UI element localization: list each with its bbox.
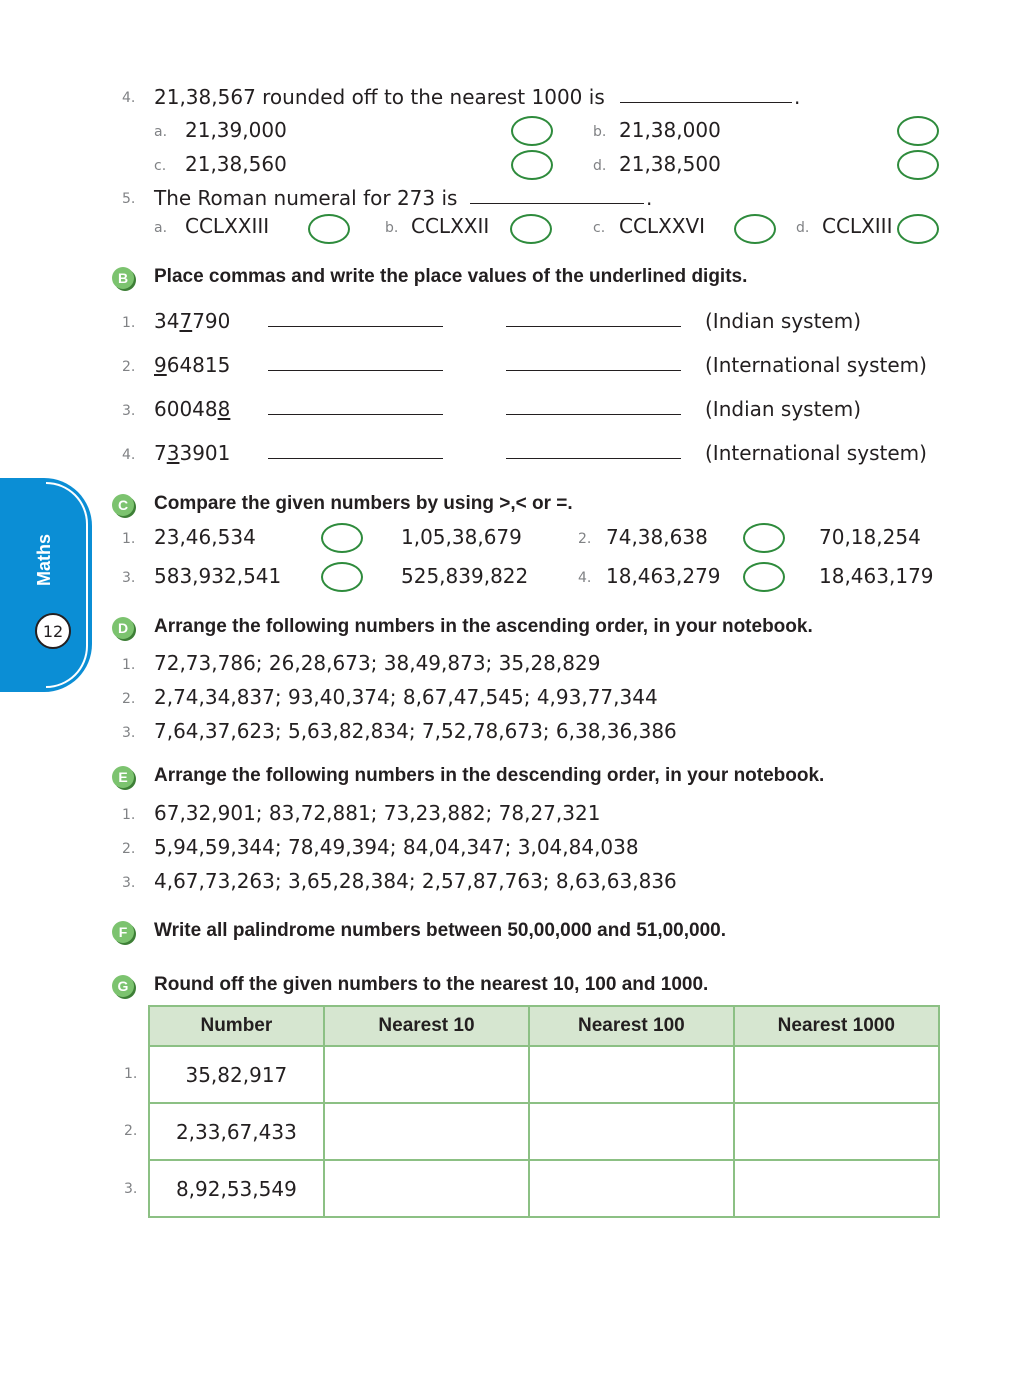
section-title: Write all palindrome numbers between 50,00,000 and 51,00,000. — [154, 920, 727, 941]
section-title: Compare the given numbers by using >,< or =. — [154, 493, 573, 514]
option-text: CCLXXVI — [619, 214, 706, 238]
item-number: 1. — [122, 315, 136, 331]
place-value-blank[interactable] — [506, 370, 681, 371]
left-number: 23,46,534 — [154, 525, 256, 549]
number-list: 72,73,786; 26,28,673; 38,49,873; 35,28,829 — [154, 651, 601, 675]
compare-oval[interactable] — [743, 562, 785, 592]
question-end: . — [794, 85, 801, 109]
underlined-number: 964815 — [154, 353, 231, 377]
number-list: 7,64,37,623; 5,63,82,834; 7,52,78,673; 6,38,36,386 — [154, 719, 677, 743]
section-title: Place commas and write the place values of the underlined digits. — [154, 266, 748, 287]
left-number: 74,38,638 — [606, 525, 708, 549]
item-number: 2. — [578, 531, 592, 547]
place-value-blank[interactable] — [506, 326, 681, 327]
option-text: 21,38,500 — [619, 152, 721, 176]
item-number: 3. — [122, 725, 136, 741]
header-nearest-100: Nearest 100 — [529, 1006, 733, 1046]
right-number: 18,463,179 — [819, 564, 934, 588]
compare-oval[interactable] — [743, 523, 785, 553]
table-row — [149, 1046, 939, 1103]
subject-label: Maths — [34, 534, 54, 587]
option-letter: b. — [385, 220, 399, 236]
number-list: 67,32,901; 83,72,881; 73,23,882; 78,27,321 — [154, 801, 601, 825]
answer-oval[interactable] — [511, 150, 553, 180]
option-text: 21,38,000 — [619, 118, 721, 142]
underlined-number: 733901 — [154, 441, 231, 465]
section-badge: C — [112, 494, 134, 516]
comma-blank[interactable] — [268, 414, 443, 415]
question-text: The Roman numeral for 273 is — [154, 186, 458, 210]
answer-oval[interactable] — [734, 214, 776, 244]
option-letter: b. — [593, 124, 607, 140]
option-letter: c. — [154, 158, 167, 174]
section-badge: G — [112, 975, 134, 997]
item-number: 3. — [122, 403, 136, 419]
option-text: CCLXXII — [411, 214, 490, 238]
item-number: 2. — [122, 691, 136, 707]
row-number: 2. — [124, 1123, 138, 1139]
answer-cell[interactable] — [734, 1103, 939, 1160]
section-badge: D — [112, 617, 134, 639]
right-number: 525,839,822 — [401, 564, 529, 588]
comma-blank[interactable] — [268, 326, 443, 327]
answer-cell[interactable] — [529, 1160, 733, 1217]
item-number: 1. — [122, 657, 136, 673]
page-number: 12 — [35, 613, 71, 649]
table-row — [149, 1103, 939, 1160]
answer-cell[interactable] — [734, 1046, 939, 1103]
answer-oval[interactable] — [511, 116, 553, 146]
rounding-table — [148, 1005, 940, 1218]
system-label: (Indian system) — [705, 309, 862, 333]
item-number: 3. — [122, 570, 136, 586]
answer-oval[interactable] — [897, 116, 939, 146]
system-label: (Indian system) — [705, 397, 862, 421]
answer-cell[interactable] — [529, 1103, 733, 1160]
number-list: 5,94,59,344; 78,49,394; 84,04,347; 3,04,84,038 — [154, 835, 639, 859]
question-number: 5. — [122, 191, 136, 207]
item-number: 2. — [122, 359, 136, 375]
section-badge: B — [112, 267, 134, 289]
comma-blank[interactable] — [268, 370, 443, 371]
item-number: 1. — [122, 807, 136, 823]
item-number: 3. — [122, 875, 136, 891]
comma-blank[interactable] — [268, 458, 443, 459]
underlined-number: 347790 — [154, 309, 231, 333]
item-number: 2. — [122, 841, 136, 857]
option-letter: a. — [154, 220, 168, 236]
question-text: 21,38,567 rounded off to the nearest 1000 is — [154, 85, 605, 109]
right-number: 1,05,38,679 — [401, 525, 522, 549]
answer-cell[interactable] — [324, 1160, 529, 1217]
table-row — [149, 1160, 939, 1217]
answer-blank[interactable] — [620, 102, 792, 103]
section-title: Arrange the following numbers in the descending order, in your notebook. — [154, 765, 825, 786]
item-number: 4. — [578, 570, 592, 586]
underlined-number: 600488 — [154, 397, 231, 421]
option-letter: c. — [593, 220, 606, 236]
option-letter: d. — [593, 158, 607, 174]
place-value-blank[interactable] — [506, 458, 681, 459]
answer-oval[interactable] — [510, 214, 552, 244]
option-letter: a. — [154, 124, 168, 140]
answer-cell[interactable] — [529, 1046, 733, 1103]
system-label: (International system) — [705, 353, 927, 377]
answer-cell[interactable] — [734, 1160, 939, 1217]
place-value-blank[interactable] — [506, 414, 681, 415]
number-list: 2,74,34,837; 93,40,374; 8,67,47,545; 4,93,77,344 — [154, 685, 658, 709]
answer-blank[interactable] — [470, 203, 644, 204]
item-number: 1. — [122, 531, 136, 547]
system-label: (International system) — [705, 441, 927, 465]
row-number: 3. — [124, 1181, 138, 1197]
compare-oval[interactable] — [321, 523, 363, 553]
header-nearest-1000: Nearest 1000 — [734, 1006, 939, 1046]
option-text: 21,39,000 — [185, 118, 287, 142]
answer-oval[interactable] — [308, 214, 350, 244]
number-cell: 35,82,917 — [149, 1046, 324, 1103]
option-letter: d. — [796, 220, 810, 236]
number-list: 4,67,73,263; 3,65,28,384; 2,57,87,763; 8,63,63,836 — [154, 869, 677, 893]
number-cell: 8,92,53,549 — [149, 1160, 324, 1217]
right-number: 70,18,254 — [819, 525, 921, 549]
option-text: 21,38,560 — [185, 152, 287, 176]
number-cell: 2,33,67,433 — [149, 1103, 324, 1160]
answer-oval[interactable] — [897, 214, 939, 244]
header-nearest-10: Nearest 10 — [324, 1006, 529, 1046]
left-number: 18,463,279 — [606, 564, 721, 588]
row-number: 1. — [124, 1066, 138, 1082]
answer-cell[interactable] — [324, 1103, 529, 1160]
compare-oval[interactable] — [321, 562, 363, 592]
option-text: CCLXIII — [822, 214, 893, 238]
header-number: Number — [149, 1006, 324, 1046]
question-number: 4. — [122, 90, 136, 106]
answer-cell[interactable] — [324, 1046, 529, 1103]
section-title: Round off the given numbers to the nearest 10, 100 and 1000. — [154, 974, 709, 995]
answer-oval[interactable] — [897, 150, 939, 180]
question-end: . — [646, 186, 653, 210]
section-title: Arrange the following numbers in the ascending order, in your notebook. — [154, 616, 813, 637]
section-badge: E — [112, 766, 134, 788]
section-badge: F — [112, 921, 134, 943]
option-text: CCLXXIII — [185, 214, 270, 238]
left-number: 583,932,541 — [154, 564, 282, 588]
item-number: 4. — [122, 447, 136, 463]
